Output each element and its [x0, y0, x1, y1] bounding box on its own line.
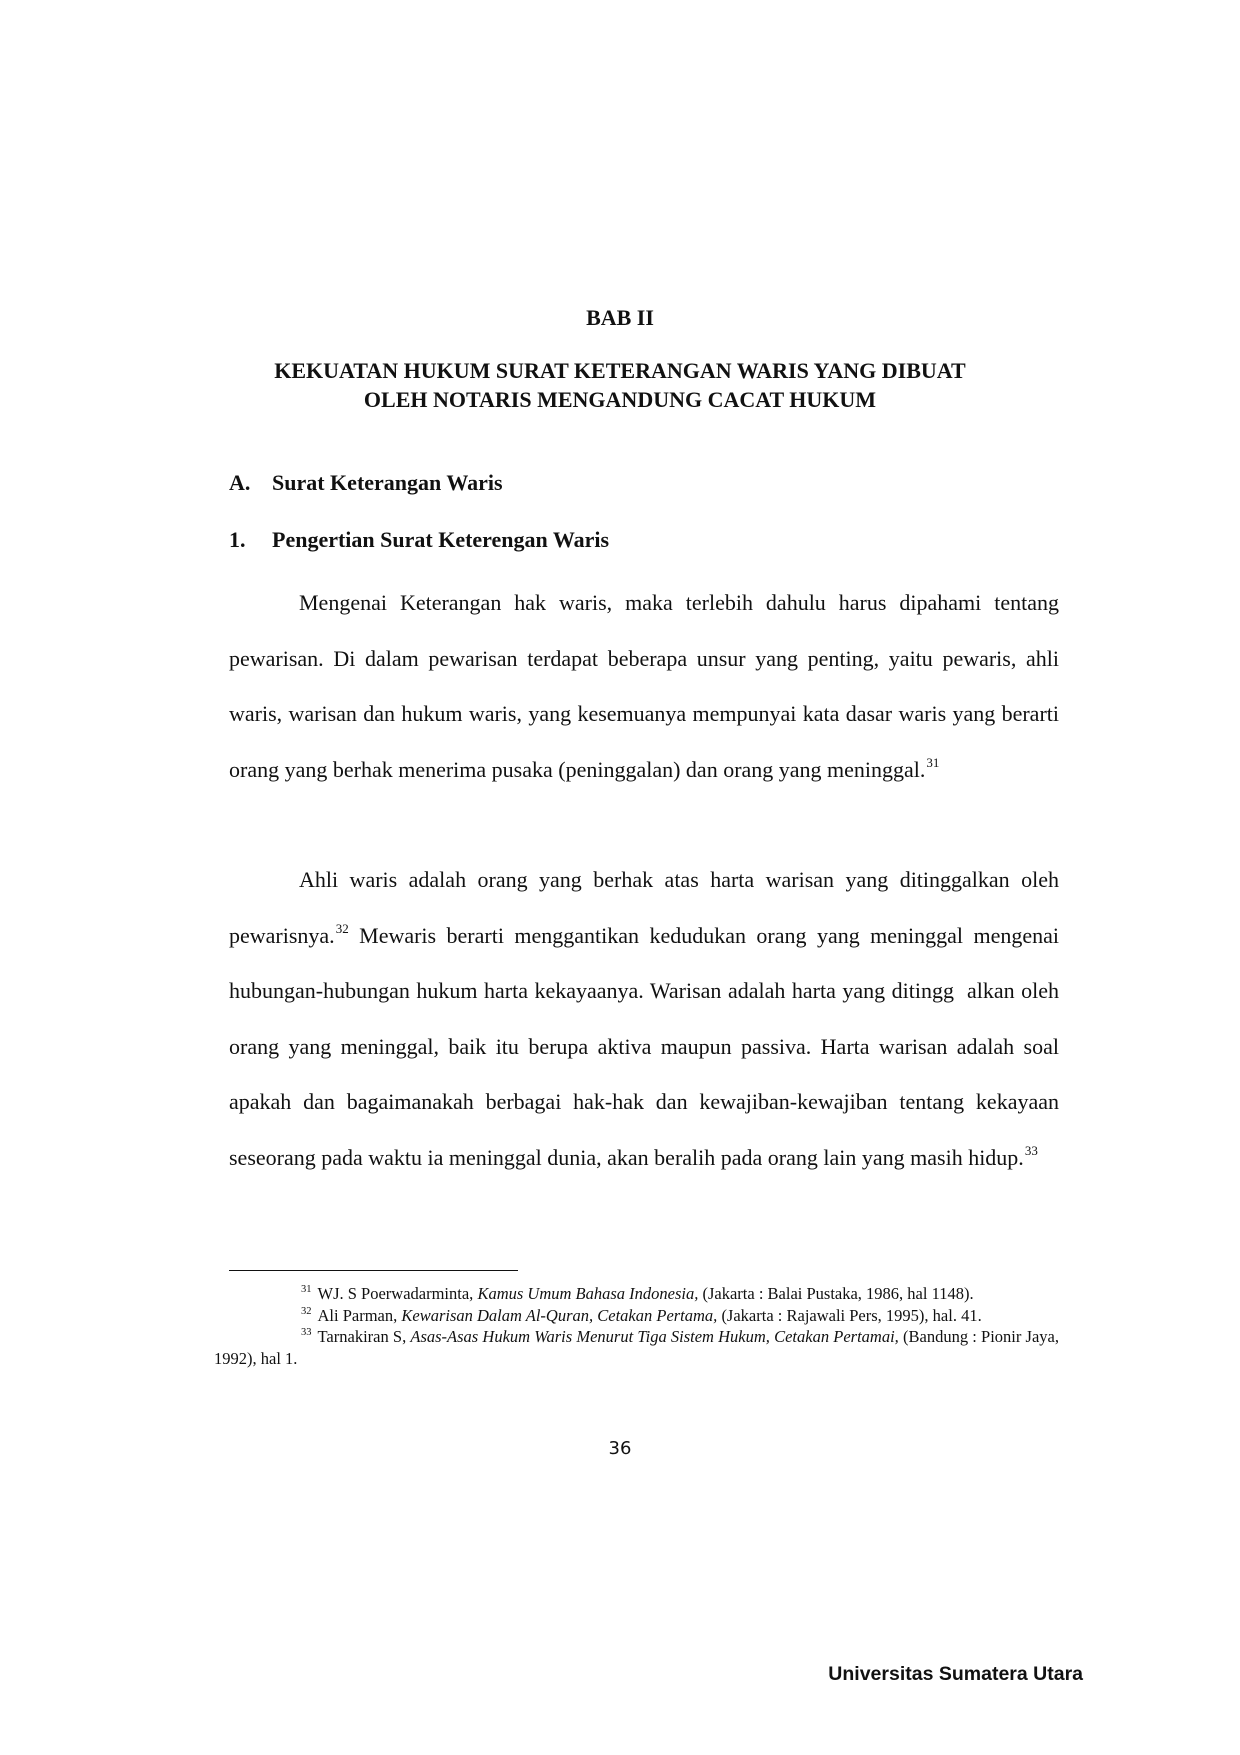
section-heading-a [229, 469, 1049, 497]
chapter-title-line-1: KEKUATAN HUKUM SURAT KETERANGAN WARIS YANG DIBUAT [274, 358, 966, 383]
body-paragraph-1 [229, 575, 1059, 797]
page-number: 36 [608, 1438, 632, 1459]
footnote-number: 31 [301, 1284, 312, 1295]
body-paragraph-2 [229, 852, 1065, 1185]
footnote-text: Ali Parman, [317, 1305, 402, 1325]
footnote-33 [214, 1326, 1059, 1369]
subsection-number: 1. [229, 527, 246, 552]
footnote-text: (Jakarta : Balai Pustaka, 1986, hal 1148). [698, 1284, 974, 1303]
footnote-reference[interactable]: 33 [1024, 1142, 1038, 1158]
footnote-source-title: Asas-Asas Hukum Waris Menurut Tiga Sistem Hukum, Cetakan Pertamai, [410, 1327, 899, 1346]
footnote-31 [214, 1283, 1059, 1305]
chapter-title [230, 356, 1010, 414]
footnote-source-title: Kamus Umum Bahasa Indonesia, [477, 1284, 699, 1303]
footnote-divider [229, 1270, 518, 1271]
paragraph-text: Mewaris berarti menggantikan kedudukan orang yang meninggal mengenai hubungan-hubungan hukum harta kekayaanya. Warisan adalah harta yang ditingg alkan oleh orang yang meninggal, baik itu berupa aktiva maupun passiva. Harta warisan adalah soal apakah dan bagaimanakah berbagai hak-hak dan kewajiban-kewajiban tentang kekayaan seseorang pada waktu ia meninggal dunia, akan beralih pada orang lain yang masih hidup. [229, 922, 1065, 1170]
chapter-title-line-2: OLEH NOTARIS MENGANDUNG CACAT HUKUM [363, 387, 877, 412]
section-number: A. [229, 470, 251, 495]
footnote-text: Tarnakiran S, [317, 1327, 411, 1346]
paragraph-text: Ahli waris adalah orang yang berhak atas harta warisan yang ditinggalkan oleh pewarisnya. [229, 867, 1059, 948]
footnote-number: 32 [301, 1305, 312, 1317]
footnote-text: (Jakarta : Rajawali Pers, 1995), hal. 41. [717, 1305, 982, 1325]
paragraph-text: Mengenai Keterangan hak waris, maka terlebih dahulu harus dipahami tentang pewarisan. Di dalam pewarisan terdapat beberapa unsur yang penting, yaitu pewaris, ahli waris, warisan dan hukum waris, yang kesemuanya mempunyai kata dasar waris yang berarti orang yang berhak menerima pusaka (peninggalan) dan orang yang meninggal. [229, 590, 1059, 782]
footnote-32 [214, 1305, 1059, 1327]
university-footer: Universitas Sumatera Utara [828, 1663, 1083, 1685]
chapter-label: BAB II [586, 305, 654, 330]
section-title: Surat Keterangan Waris [272, 470, 503, 495]
subsection-title: Pengertian Surat Keterengan Waris [272, 527, 610, 552]
footnote-text: WJ. S Poerwadarminta, [317, 1284, 478, 1303]
subsection-heading-1 [229, 526, 1049, 554]
footnote-reference[interactable]: 32 [335, 920, 349, 936]
footnote-reference[interactable]: 31 [926, 754, 940, 770]
footnote-text: (Bandung : Pionir Jaya, 1992), hal 1. [214, 1327, 1059, 1368]
footnote-source-title: Kewarisan Dalam Al-Quran, Cetakan Pertama, [401, 1305, 718, 1325]
footnote-number: 33 [301, 1327, 312, 1338]
footnotes [214, 1283, 1059, 1369]
